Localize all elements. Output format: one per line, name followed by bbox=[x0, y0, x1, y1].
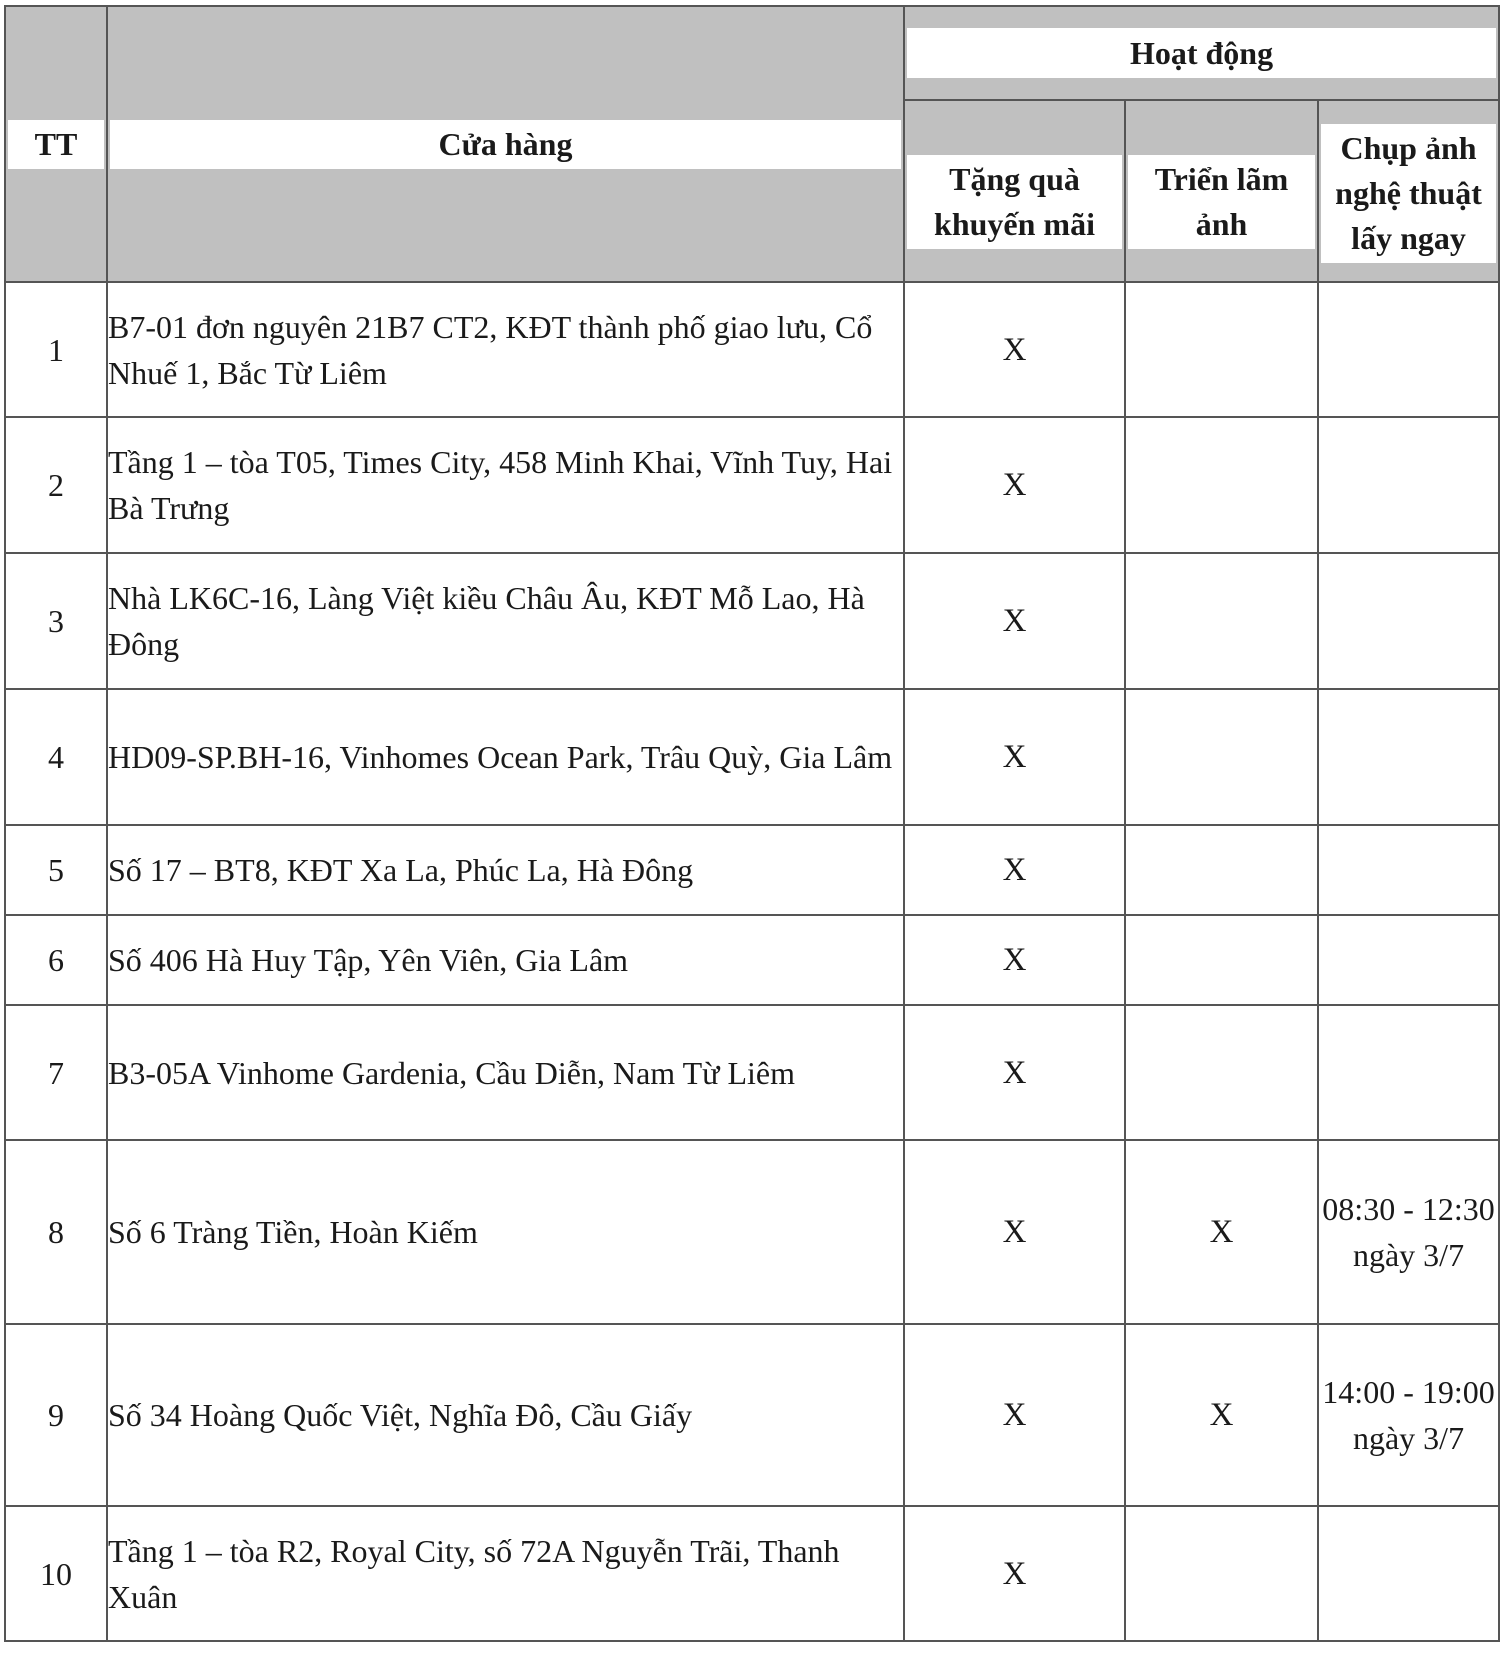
store-address: Số 34 Hoàng Quốc Việt, Nghĩa Đô, Cầu Giấy bbox=[107, 1324, 904, 1506]
exhibition-mark bbox=[1125, 417, 1318, 553]
gift-mark: X bbox=[904, 689, 1125, 825]
store-address: Số 6 Tràng Tiền, Hoàn Kiếm bbox=[107, 1140, 904, 1324]
photo-schedule bbox=[1318, 1005, 1499, 1140]
photo-schedule bbox=[1318, 915, 1499, 1005]
exhibition-mark bbox=[1125, 1005, 1318, 1140]
row-number: 1 bbox=[5, 282, 107, 417]
table-row bbox=[5, 689, 1499, 825]
table-row bbox=[5, 1140, 1499, 1324]
gift-mark: X bbox=[904, 282, 1125, 417]
header-exhibition bbox=[1125, 100, 1318, 282]
photo-schedule bbox=[1318, 825, 1499, 915]
photo-schedule bbox=[1318, 282, 1499, 417]
table-row bbox=[5, 553, 1499, 689]
gift-mark: X bbox=[904, 1140, 1125, 1324]
row-number: 4 bbox=[5, 689, 107, 825]
store-address: HD09-SP.BH-16, Vinhomes Ocean Park, Trâu Quỳ, Gia Lâm bbox=[107, 689, 904, 825]
header-photo bbox=[1318, 100, 1499, 282]
header-gift bbox=[904, 100, 1125, 282]
exhibition-mark bbox=[1125, 553, 1318, 689]
gift-mark: X bbox=[904, 1324, 1125, 1506]
exhibition-mark: X bbox=[1125, 1140, 1318, 1324]
store-address: Số 406 Hà Huy Tập, Yên Viên, Gia Lâm bbox=[107, 915, 904, 1005]
header-activities bbox=[904, 6, 1499, 100]
photo-schedule bbox=[1318, 1506, 1499, 1641]
header-tt bbox=[5, 6, 107, 282]
header-activities-label: Hoạt động bbox=[907, 28, 1496, 78]
row-number: 10 bbox=[5, 1506, 107, 1641]
header-tt-label: TT bbox=[8, 120, 104, 169]
row-number: 9 bbox=[5, 1324, 107, 1506]
store-address: B7-01 đơn nguyên 21B7 CT2, KĐT thành phố giao lưu, Cổ Nhuế 1, Bắc Từ Liêm bbox=[107, 282, 904, 417]
row-number: 6 bbox=[5, 915, 107, 1005]
exhibition-mark bbox=[1125, 282, 1318, 417]
header-photo-label: Chụp ảnh nghệ thuật lấy ngay bbox=[1321, 124, 1496, 263]
table-row bbox=[5, 282, 1499, 417]
table-row bbox=[5, 1506, 1499, 1641]
table-row bbox=[5, 1005, 1499, 1140]
header-store-label: Cửa hàng bbox=[110, 120, 901, 169]
header-exhibition-label: Triển lãm ảnh bbox=[1128, 155, 1315, 249]
row-number: 8 bbox=[5, 1140, 107, 1324]
store-address: Số 17 – BT8, KĐT Xa La, Phúc La, Hà Đông bbox=[107, 825, 904, 915]
photo-schedule: 14:00 - 19:00 ngày 3/7 bbox=[1318, 1324, 1499, 1506]
store-address: Tầng 1 – tòa R2, Royal City, số 72A Nguyễn Trãi, Thanh Xuân bbox=[107, 1506, 904, 1641]
table-header bbox=[5, 6, 1499, 282]
gift-mark: X bbox=[904, 1005, 1125, 1140]
gift-mark: X bbox=[904, 915, 1125, 1005]
header-gift-label: Tặng quà khuyến mãi bbox=[907, 155, 1122, 249]
table-row bbox=[5, 825, 1499, 915]
gift-mark: X bbox=[904, 417, 1125, 553]
exhibition-mark bbox=[1125, 825, 1318, 915]
exhibition-mark bbox=[1125, 915, 1318, 1005]
photo-schedule bbox=[1318, 553, 1499, 689]
table-row bbox=[5, 1324, 1499, 1506]
exhibition-mark bbox=[1125, 1506, 1318, 1641]
exhibition-mark bbox=[1125, 689, 1318, 825]
row-number: 5 bbox=[5, 825, 107, 915]
store-address: Tầng 1 – tòa T05, Times City, 458 Minh Khai, Vĩnh Tuy, Hai Bà Trưng bbox=[107, 417, 904, 553]
row-number: 7 bbox=[5, 1005, 107, 1140]
row-number: 3 bbox=[5, 553, 107, 689]
row-number: 2 bbox=[5, 417, 107, 553]
gift-mark: X bbox=[904, 825, 1125, 915]
store-address: Nhà LK6C-16, Làng Việt kiều Châu Âu, KĐT Mỗ Lao, Hà Đông bbox=[107, 553, 904, 689]
table-body bbox=[5, 282, 1499, 1641]
photo-schedule: 08:30 - 12:30 ngày 3/7 bbox=[1318, 1140, 1499, 1324]
photo-schedule bbox=[1318, 689, 1499, 825]
table-row bbox=[5, 417, 1499, 553]
store-activities-table bbox=[4, 5, 1500, 1642]
header-store bbox=[107, 6, 904, 282]
gift-mark: X bbox=[904, 1506, 1125, 1641]
exhibition-mark: X bbox=[1125, 1324, 1318, 1506]
table-row bbox=[5, 915, 1499, 1005]
store-address: B3-05A Vinhome Gardenia, Cầu Diễn, Nam Từ Liêm bbox=[107, 1005, 904, 1140]
gift-mark: X bbox=[904, 553, 1125, 689]
photo-schedule bbox=[1318, 417, 1499, 553]
